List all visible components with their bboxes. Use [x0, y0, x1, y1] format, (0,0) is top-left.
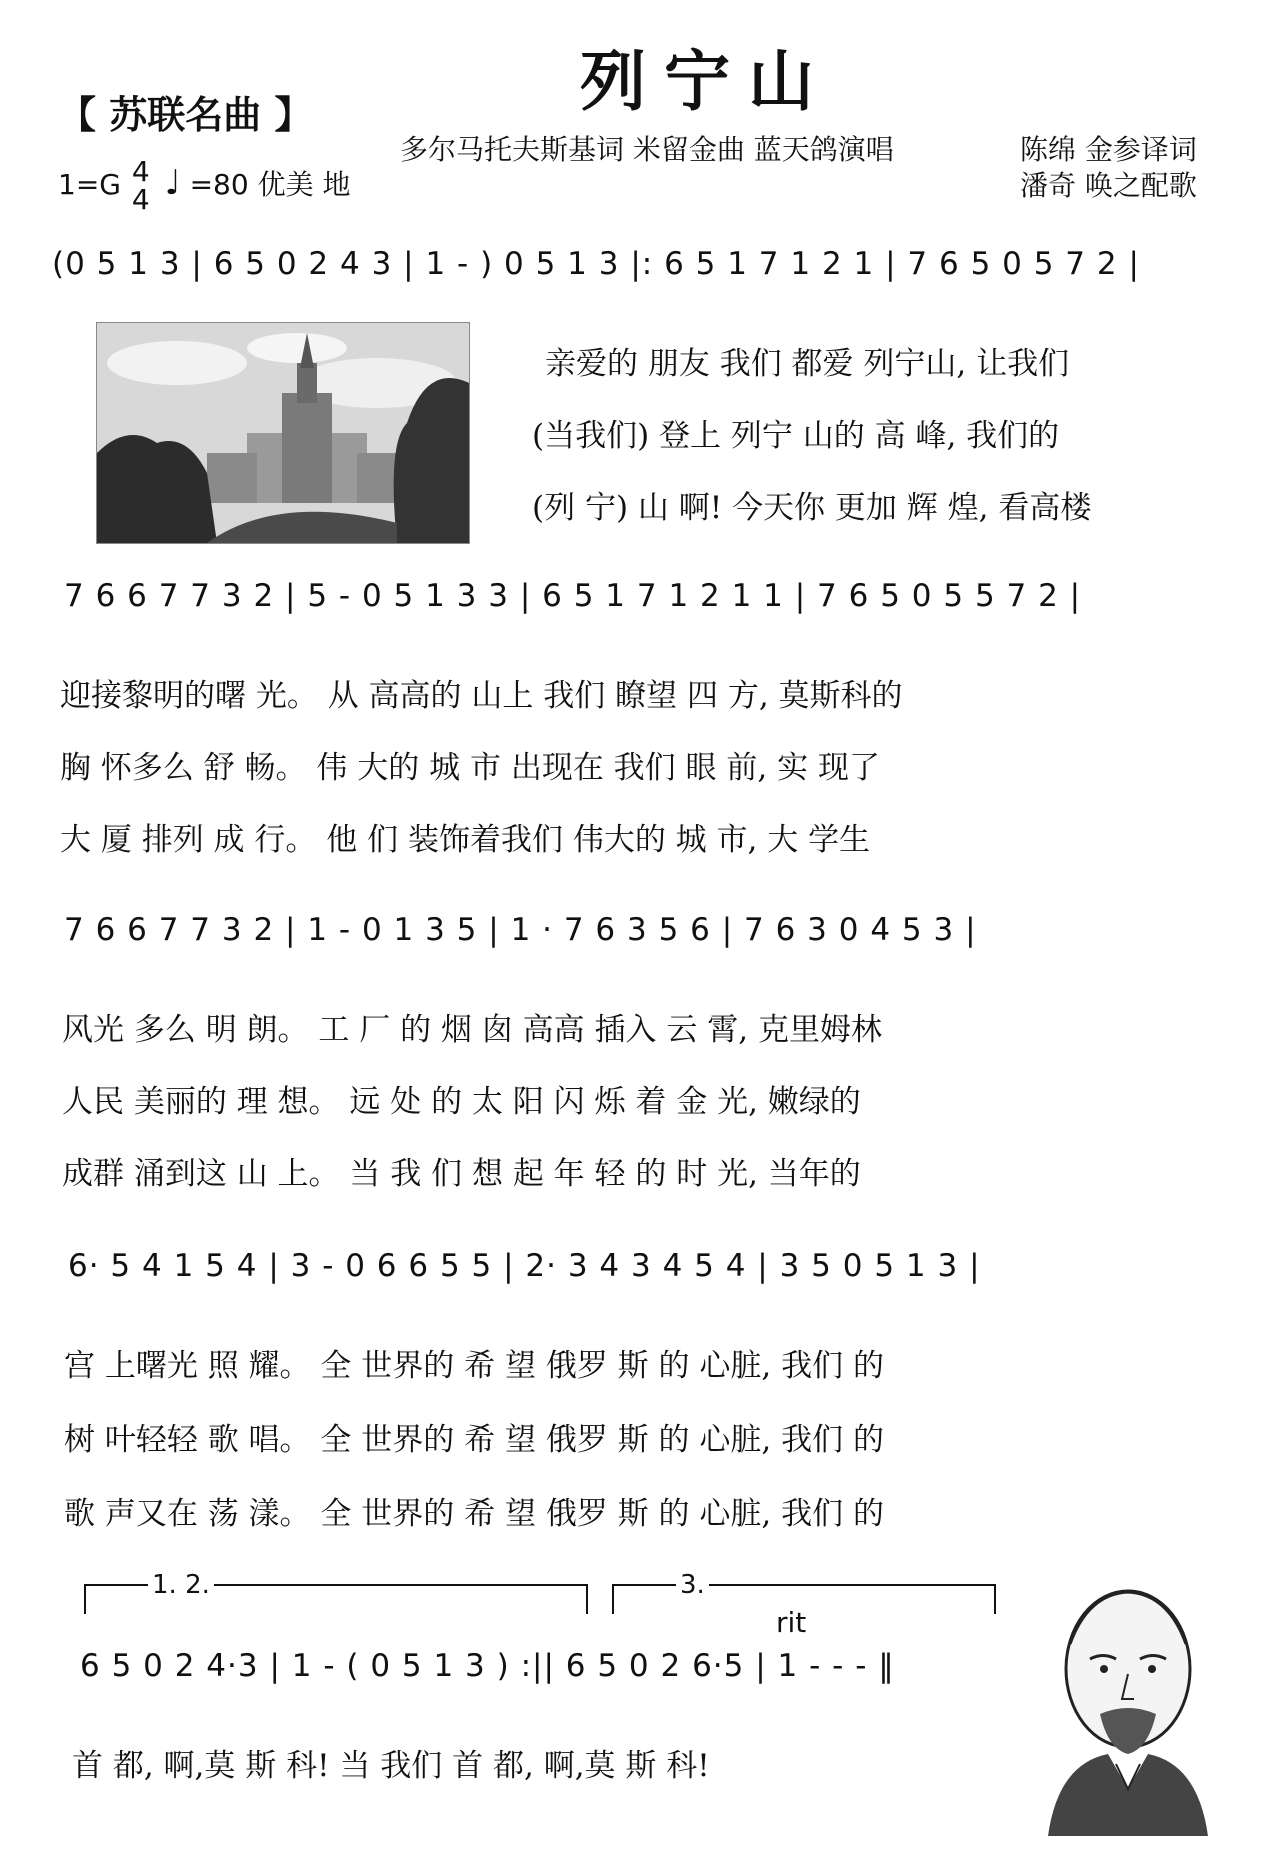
key-signature: [58, 155, 351, 216]
notation-line-2: 7 6 6 7 7 3 2 | 5 - 0 5 1 3 3 | 6 5 1 7 1 2 1 1 | 7 6 5 0 5 5 7 2 |: [64, 578, 1082, 614]
credits-arrangers: 潘奇 唤之配歌: [1020, 169, 1197, 202]
lyric-3-3: 成群 涌到这 山 上。 当 我 们 想 起 年 轻 的 时 光, 当年的: [62, 1156, 861, 1192]
building-illustration-icon: [97, 323, 469, 543]
key-value: 1=G: [58, 168, 121, 201]
lyric-3-1: 风光 多么 明 朗。 工 厂 的 烟 囱 高高 插入 云 霄, 克里姆林: [62, 1012, 882, 1048]
credits-translators: 陈绵 金参译词: [1020, 133, 1197, 166]
song-title: 列宁山: [580, 42, 832, 120]
tempo-marking: =80 优美 地: [189, 168, 351, 201]
portrait-sketch-icon: [1028, 1574, 1228, 1836]
category-label: 【 苏联名曲 】: [58, 93, 313, 137]
notation-line-5: 6 5 0 2 4·3 | 1 - ( 0 5 1 3 ) :|| 6 5 0 2 6·5 | 1 - - - ‖: [80, 1648, 895, 1684]
university-photo: [96, 322, 470, 544]
lyric-4-3: 歌 声又在 荡 漾。 全 世界的 希 望 俄罗 斯 的 心脏, 我们 的: [64, 1496, 884, 1532]
lyric-3-2: 人民 美丽的 理 想。 远 处 的 太 阳 闪 烁 着 金 光, 嫩绿的: [62, 1084, 861, 1120]
volta-label-1: 1. 2.: [148, 1570, 214, 1600]
lyric-2-1: 迎接黎明的曙 光。 从 高高的 山上 我们 瞭望 四 方, 莫斯科的: [60, 678, 903, 714]
notation-line-3: 7 6 6 7 7 3 2 | 1 - 0 1 3 5 | 1 · 7 6 3 5 6 | 7 6 3 0 4 5 3 |: [64, 912, 977, 948]
credits-authors: 多尔马托夫斯基词 米留金曲 蓝天鸽演唱: [400, 133, 894, 166]
lyric-1-3: (列 宁) 山 啊! 今天你 更加 辉 煌, 看高楼: [532, 490, 1092, 526]
lyric-1-2: (当我们) 登上 列宁 山的 高 峰, 我们的: [532, 418, 1060, 454]
lenin-portrait: [1028, 1574, 1228, 1836]
lyric-4-1: 宫 上曙光 照 耀。 全 世界的 希 望 俄罗 斯 的 心脏, 我们 的: [64, 1348, 884, 1384]
lyric-4-2: 树 叶轻轻 歌 唱。 全 世界的 希 望 俄罗 斯 的 心脏, 我们 的: [64, 1422, 884, 1458]
time-bottom: 4: [131, 183, 150, 216]
lyric-5-1: 首 都, 啊,莫 斯 科! 当 我们 首 都, 啊,莫 斯 科!: [72, 1748, 710, 1784]
notation-line-1: (0 5 1 3 | 6 5 0 2 4 3 | 1 - ) 0 5 1 3 |: 6 5 1 7 1 2 1 | 7 6 5 0 5 7 2 |: [52, 246, 1140, 282]
time-signature: [131, 155, 150, 216]
time-top: 4: [131, 155, 150, 188]
volta-label-2: 3.: [676, 1570, 709, 1600]
lyric-1-1: 亲爱的 朋友 我们 都爱 列宁山, 让我们: [545, 346, 1070, 382]
quarter-note-icon: ♩: [164, 163, 181, 203]
lyric-2-3: 大 厦 排列 成 行。 他 们 装饰着我们 伟大的 城 市, 大 学生: [60, 822, 871, 858]
ritardando-marking: rit: [776, 1606, 807, 1639]
lyric-2-2: 胸 怀多么 舒 畅。 伟 大的 城 市 出现在 我们 眼 前, 实 现了: [60, 750, 880, 786]
notation-line-4: 6· 5 4 1 5 4 | 3 - 0 6 6 5 5 | 2· 3 4 3 4 5 4 | 3 5 0 5 1 3 |: [68, 1248, 981, 1284]
